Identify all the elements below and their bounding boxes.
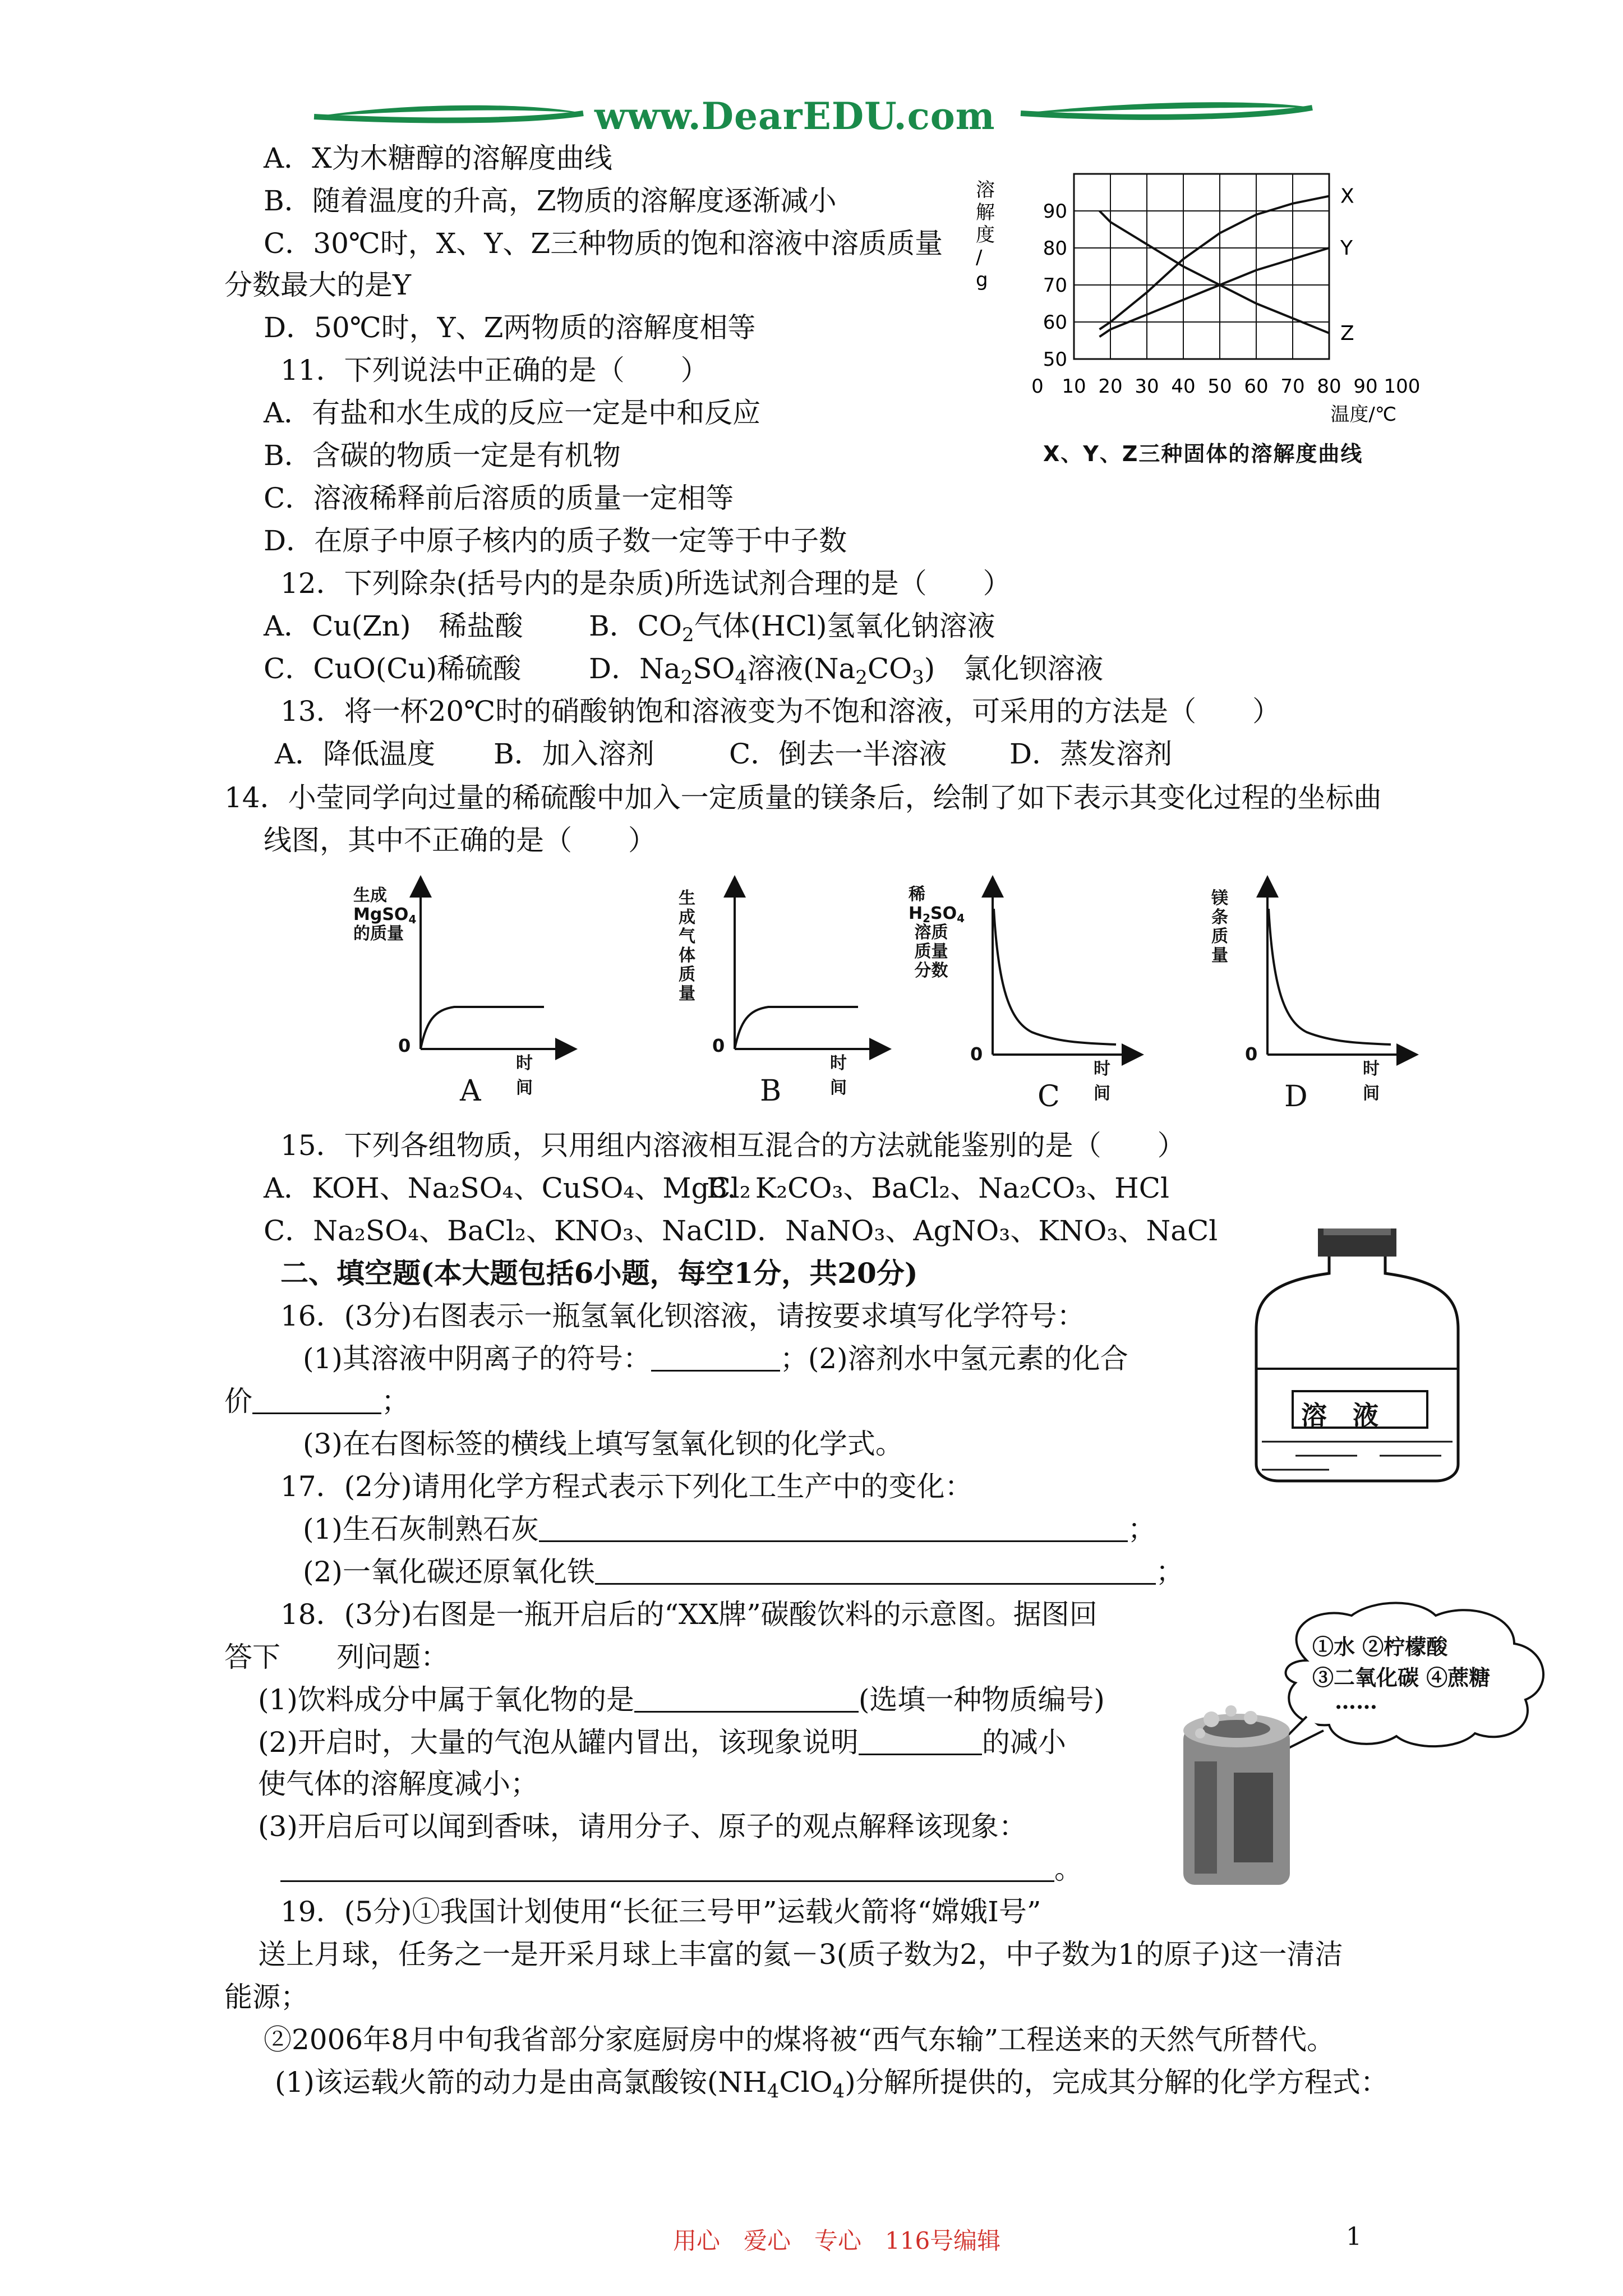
q18-part2-cont: 使气体的溶解度减小； <box>258 1768 538 1800</box>
section2-title: 二、填空题(本大题包括6小题，每空1分，共20分) <box>280 1257 918 1290</box>
graph-d-curve <box>1269 909 1391 1045</box>
graph-b-curve <box>735 1007 858 1049</box>
q17-stem: 17．(2分)请用化学方程式表示下列化工生产中的变化： <box>280 1470 973 1503</box>
q18-part1: (1)饮料成分中属于氧化物的是 (选填一种物质编号) <box>258 1683 1105 1716</box>
q18-part3: (3)开启后可以闻到香味，请用分子、原子的观点解释该现象： <box>258 1810 1027 1843</box>
y-axis-label-char: 溶 <box>976 179 995 201</box>
q16-part1: (1)其溶液中阴离子的符号： ；(2)溶剂水中氢元素的化合 <box>303 1342 1128 1375</box>
q12-option-c: C．CuO(Cu)稀硫酸 <box>264 652 522 685</box>
series-line-x <box>1100 196 1330 330</box>
solubility-chart <box>965 163 1503 479</box>
anion-blank[interactable] <box>651 1345 780 1372</box>
x-tick-label: 20 <box>1098 375 1123 398</box>
q11-option-b: B．含碳的物质一定是有机物 <box>264 439 621 472</box>
chart-title: X、Y、Z三种固体的溶解度曲线 <box>1043 441 1363 466</box>
q12-option-b: B．$CO_2$气体(HCl)氢氧化钠溶液 <box>589 610 995 646</box>
equation2-blank[interactable] <box>595 1558 1156 1585</box>
cloud-line1: ①水 ②柠檬酸 <box>1312 1634 1448 1659</box>
series-label-z: Z <box>1340 321 1354 345</box>
x-tick-label: 90 <box>1353 375 1378 398</box>
x-tick-label: 10 <box>1062 375 1086 398</box>
oxide-blank[interactable] <box>634 1686 859 1713</box>
y-axis-label-char: / <box>976 246 983 269</box>
q10-option-c: C．30℃时，X、Y、Z三种物质的饱和溶液中溶质质量 <box>264 227 943 260</box>
graph-b-ylabel: 生 成 气 体 质 量 <box>679 889 695 1004</box>
q10-option-c-cont: 分数最大的是Y <box>224 269 412 301</box>
q15-stem: 15．下列各组物质，只用组内溶液相互混合的方法就能鉴别的是（ ） <box>280 1129 1186 1162</box>
q13-option-a: A．降低温度 <box>275 738 436 770</box>
site-name: www.DearEDU.com <box>594 94 995 138</box>
q13-option-d: D．蒸发溶剂 <box>1009 738 1173 770</box>
q18-part3-answer: 。 <box>280 1852 1082 1886</box>
q12-option-d: D．$Na_2SO_4$溶液$(Na_2CO_3)$ 氯化钡溶液 <box>589 652 1104 689</box>
y-axis-label-char: 度 <box>976 224 995 246</box>
graph-a-curve <box>421 1007 544 1049</box>
q11-option-c: C．溶液稀释前后溶质的质量一定相等 <box>264 482 734 514</box>
q15-option-d: D．NaNO₃、AgNO₃、KNO₃、NaCl <box>735 1214 1218 1247</box>
q16-stem: 16．(3分)右图表示一瓶氢氧化钡溶液，请按要求填写化学符号： <box>280 1300 1085 1332</box>
cloud-line3: …… <box>1335 1688 1377 1714</box>
q19-line5: (1)该运载火箭的动力是由高氯酸铵$(NH_4ClO_4)$分解所提供的，完成其分解的化学方程式： <box>275 2066 1389 2102</box>
x-tick-label: 50 <box>1207 375 1232 398</box>
x-tick-label: 30 <box>1135 375 1159 398</box>
page-number: 1 <box>1346 2223 1362 2251</box>
plot-frame <box>1074 174 1329 359</box>
graph-c-letter: C <box>1038 1080 1060 1114</box>
y-tick-label: 60 <box>1043 311 1067 334</box>
footer-text: 用心 爱心 专心 116号编辑 <box>673 2227 1001 2254</box>
series-line-z <box>1100 211 1330 333</box>
series-label-x: X <box>1340 185 1354 208</box>
graph-d-letter: D <box>1284 1080 1308 1114</box>
x-tick-label: 40 <box>1171 375 1196 398</box>
q13-option-c: C．倒去一半溶液 <box>729 738 947 770</box>
q18-stem-cont: 答下 列问题： <box>224 1641 449 1673</box>
q18-stem: 18．(3分)右图是一瓶开启后的“XX牌”碳酸饮料的示意图。据图回 <box>280 1598 1098 1631</box>
x-tick-label: 100 <box>1384 375 1421 398</box>
cloud-line2: ③二氧化碳 ④蔗糖 <box>1312 1665 1491 1690</box>
q15-option-a: A．KOH、Na₂SO₄、CuSO₄、MgCl₂ <box>264 1172 751 1204</box>
graph-c-curve <box>994 909 1116 1045</box>
q15-option-b: B．K₂CO₃、BaCl₂、Na₂CO₃、HCl <box>707 1172 1170 1204</box>
q17-part1: (1)生石灰制熟石灰 ； <box>303 1513 1156 1545</box>
q10-option-b: B．随着温度的升高，Z物质的溶解度逐渐减小 <box>264 185 837 217</box>
q16-part3: (3)在右图标签的横线上填写氢氧化钡的化学式。 <box>303 1428 903 1460</box>
q12-stem: 12．下列除杂(括号内的是杂质)所选试剂合理的是（ ） <box>280 567 1011 600</box>
valence-blank[interactable] <box>252 1388 381 1414</box>
q16-part2: 价 ； <box>224 1385 409 1418</box>
q19-line1: 19．(5分)①我国计划使用“长征三号甲”运载火箭将“嫦娥Ⅰ号” <box>280 1895 1041 1928</box>
y-axis-label-char: g <box>976 269 988 291</box>
q19-line3: 能源； <box>224 1981 308 2013</box>
solubility-chart-svg <box>965 163 1503 477</box>
q18-part2: (2)开启时，大量的气泡从罐内冒出，该现象说明 的减小 <box>258 1726 1066 1759</box>
q10-option-d: D．50℃时，Y、Z两物质的溶解度相等 <box>264 311 756 344</box>
explanation-blank[interactable] <box>280 1856 1054 1882</box>
q13-stem: 13．将一杯20℃时的硝酸钠饱和溶液变为不饱和溶液，可采用的方法是（ ） <box>280 695 1281 728</box>
y-axis-label-char: 解 <box>976 201 995 224</box>
graph-b-letter: B <box>760 1074 782 1108</box>
y-tick-label: 80 <box>1043 237 1067 260</box>
y-tick-label: 50 <box>1043 348 1067 371</box>
q19-line4: ②2006年8月中旬我省部分家庭厨房中的煤将被“西气东输”工程送来的天然气所替代。 <box>264 2023 1335 2056</box>
x-tick-label: 80 <box>1317 375 1341 398</box>
q11-option-d: D．在原子中原子核内的质子数一定等于中子数 <box>264 524 847 557</box>
q10-option-a: A．X为木糖醇的溶解度曲线 <box>264 142 612 174</box>
y-tick-label: 70 <box>1043 274 1067 297</box>
series-line-y <box>1100 248 1330 337</box>
q14-stem-cont: 线图，其中不正确的是（ ） <box>264 824 656 857</box>
q19-line2: 送上月球，任务之一是开采月球上丰富的氦－3(质子数为2，中子数为1的原子)这一清洁 <box>258 1938 1343 1971</box>
q12-option-a: A．Cu(Zn) 稀盐酸 <box>264 610 523 642</box>
q14-stem: 14．小莹同学向过量的稀硫酸中加入一定质量的镁条后，绘制了如下表示其变化过程的坐标曲 <box>224 781 1382 814</box>
q15-option-c: C．Na₂SO₄、BaCl₂、KNO₃、NaCl <box>264 1214 734 1247</box>
y-tick-label: 90 <box>1043 200 1067 223</box>
x-tick-label: 60 <box>1244 375 1269 398</box>
pressure-blank[interactable] <box>859 1729 982 1755</box>
q13-option-b: B．加入溶剂 <box>494 738 654 770</box>
graph-d-ylabel: 镁 条 质 量 <box>1211 889 1228 965</box>
x-tick-label: 0 <box>1031 375 1044 398</box>
bottle-label: 溶 液 <box>1301 1400 1378 1430</box>
bottle-figure <box>1245 1228 1469 1487</box>
series-label-y: Y <box>1340 237 1353 260</box>
x-axis-label: 温度/℃ <box>1330 403 1396 426</box>
graph-c-ylabel: 稀 $H_2SO_4$ 溶质 质量 分数 <box>909 885 965 981</box>
x-tick-label: 70 <box>1280 375 1305 398</box>
graph-a-letter: A <box>460 1074 481 1108</box>
equation1-blank[interactable] <box>539 1516 1128 1542</box>
q11-option-a: A．有盐和水生成的反应一定是中和反应 <box>264 397 761 429</box>
q17-part2: (2)一氧化碳还原氧化铁 ； <box>303 1556 1184 1588</box>
q11-stem: 11．下列说法中正确的是（ ） <box>280 354 709 386</box>
graph-a-ylabel: 生成 MgSO$_4$ 的质量 <box>353 886 417 944</box>
